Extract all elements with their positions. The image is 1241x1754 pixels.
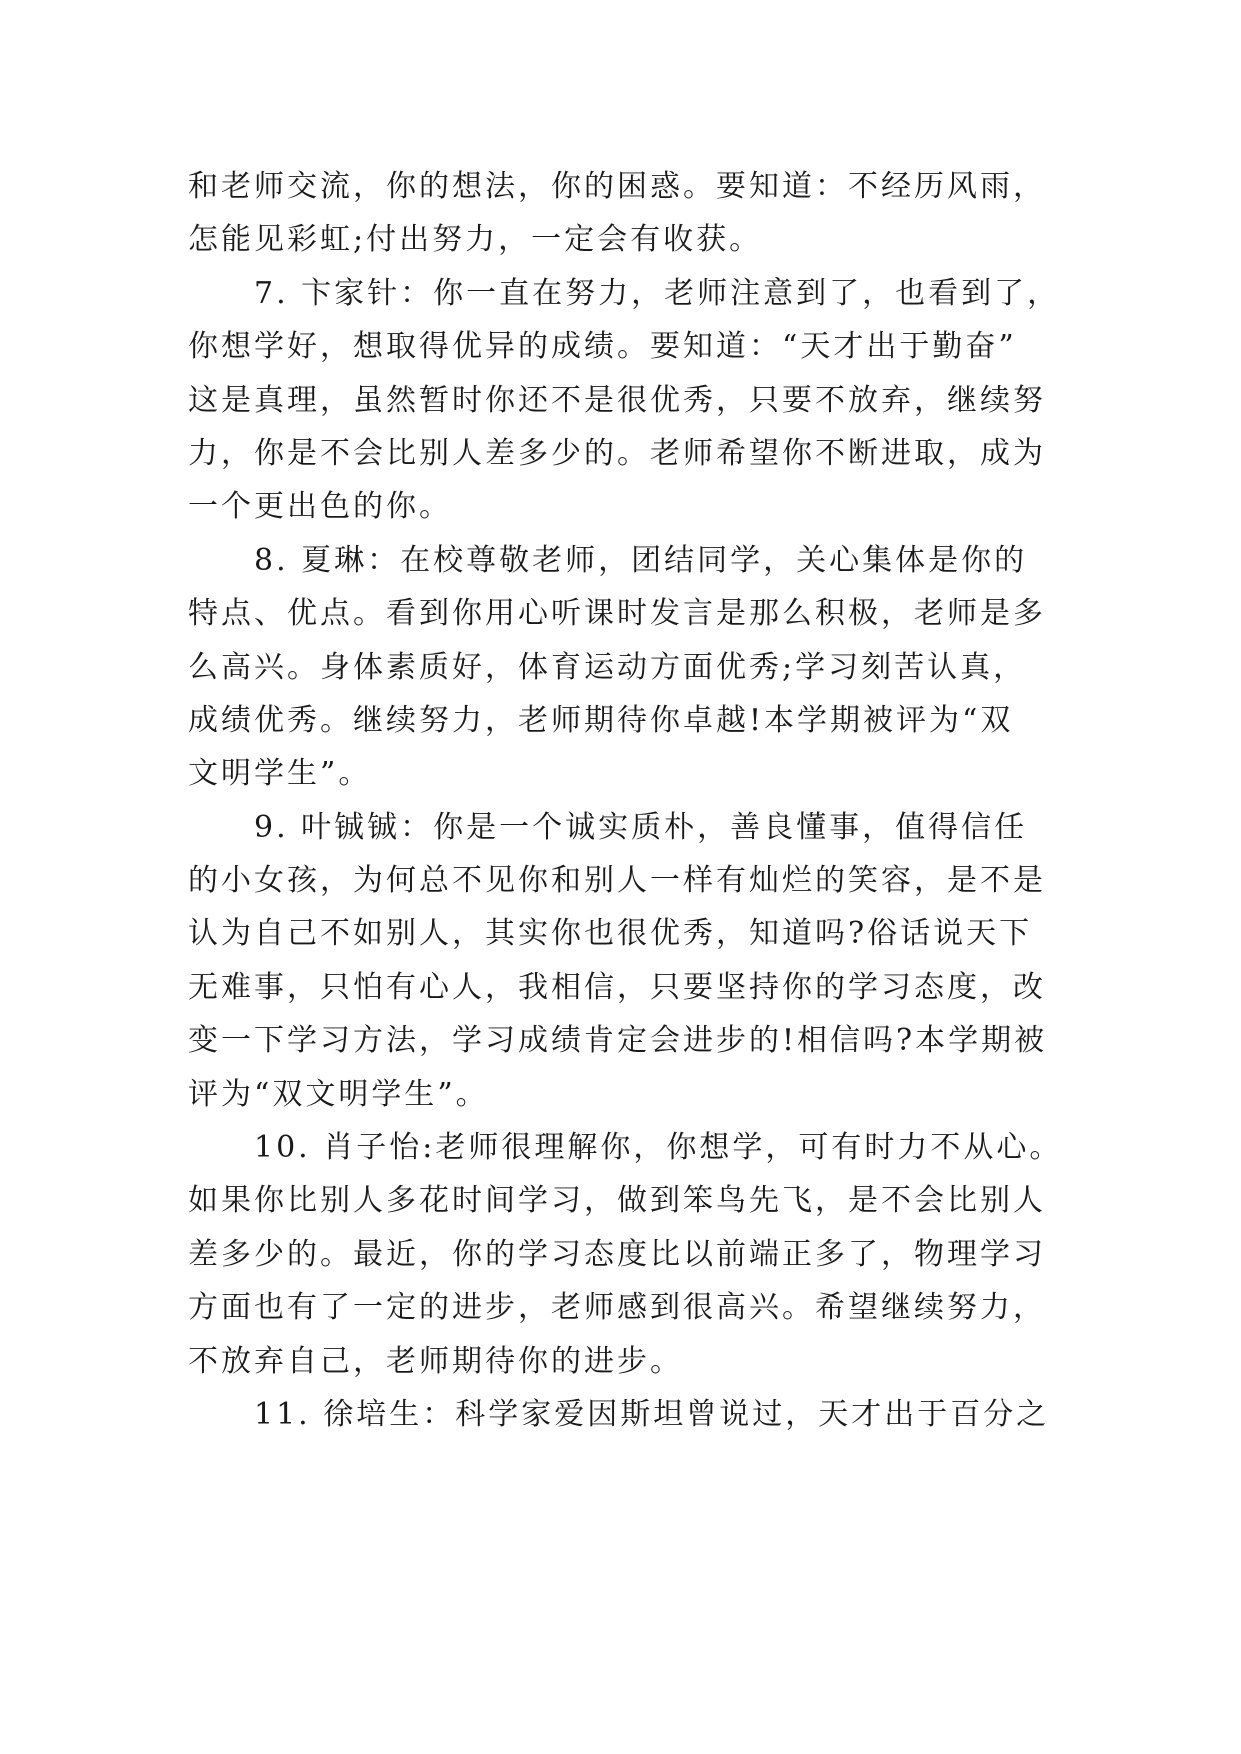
paragraph-start-line: 11. 徐培生：科学家爱因斯坦曾说过，天才出于百分之: [254, 1396, 1050, 1432]
text-line: 这是真理，虽然暂时你还不是很优秀，只要不放弃，继续努: [188, 382, 1046, 418]
text-line: 差多少的。最近，你的学习态度比以前端正多了，物理学习: [188, 1236, 1046, 1272]
text-line: 么高兴。身体素质好，体育运动方面优秀;学习刻苦认真，: [188, 649, 1027, 685]
text-line: 如果你比别人多花时间学习，做到笨鸟先飞，是不会比别人: [188, 1183, 1046, 1219]
text-line: 无难事，只怕有心人，我相信，只要坚持你的学习态度，改: [188, 969, 1046, 1005]
text-line: 认为自己不如别人，其实你也很优秀，知道吗?俗话说天下: [188, 916, 1033, 952]
text-line: 一个更出色的你。: [188, 489, 452, 525]
paragraph-start-line: 10. 肖子怡:老师很理解你，你想学，可有时力不从心。: [254, 1130, 1063, 1166]
text-line: 你想学好，想取得优异的成绩。要知道：“天才出于勤奋”: [188, 329, 1017, 365]
text-line: 方面也有了一定的进步，老师感到很高兴。希望继续努力，: [188, 1290, 1046, 1326]
text-line: 特点、优点。看到你用心听课时发言是那么积极，老师是多: [188, 596, 1046, 632]
document-body: [188, 160, 1068, 1441]
text-line: 和老师交流，你的想法，你的困惑。要知道：不经历风雨，: [188, 169, 1046, 204]
text-line: 评为“双文明学生”。: [188, 1076, 489, 1112]
paragraph-start-line: 7. 卞家针：你一直在努力，老师注意到了，也看到了，: [254, 275, 1061, 311]
paragraph-start-line: 8. 夏琳：在校尊敬老师，团结同学，关心集体是你的: [254, 542, 1028, 578]
text-line: 不放弃自己，老师期待你的进步。: [188, 1343, 683, 1379]
paragraph-start-line: 9. 叶铖铖：你是一个诚实质朴，善良懂事，值得信任: [254, 809, 1028, 845]
text-line: 变一下学习方法，学习成绩肯定会进步的!相信吗?本学期被: [188, 1023, 1048, 1059]
text-line: 文明学生”。: [188, 756, 372, 792]
text-line: 的小女孩，为何总不见你和别人一样有灿烂的笑容，是不是: [188, 863, 1046, 899]
text-line: 成绩优秀。继续努力，老师期待你卓越!本学期被评为“双: [188, 702, 1014, 738]
text-line: 怎能见彩虹;付出努力，一定会有收获。: [188, 222, 763, 258]
text-line: 力，你是不会比别人差多少的。老师希望你不断进取，成为: [188, 435, 1046, 471]
